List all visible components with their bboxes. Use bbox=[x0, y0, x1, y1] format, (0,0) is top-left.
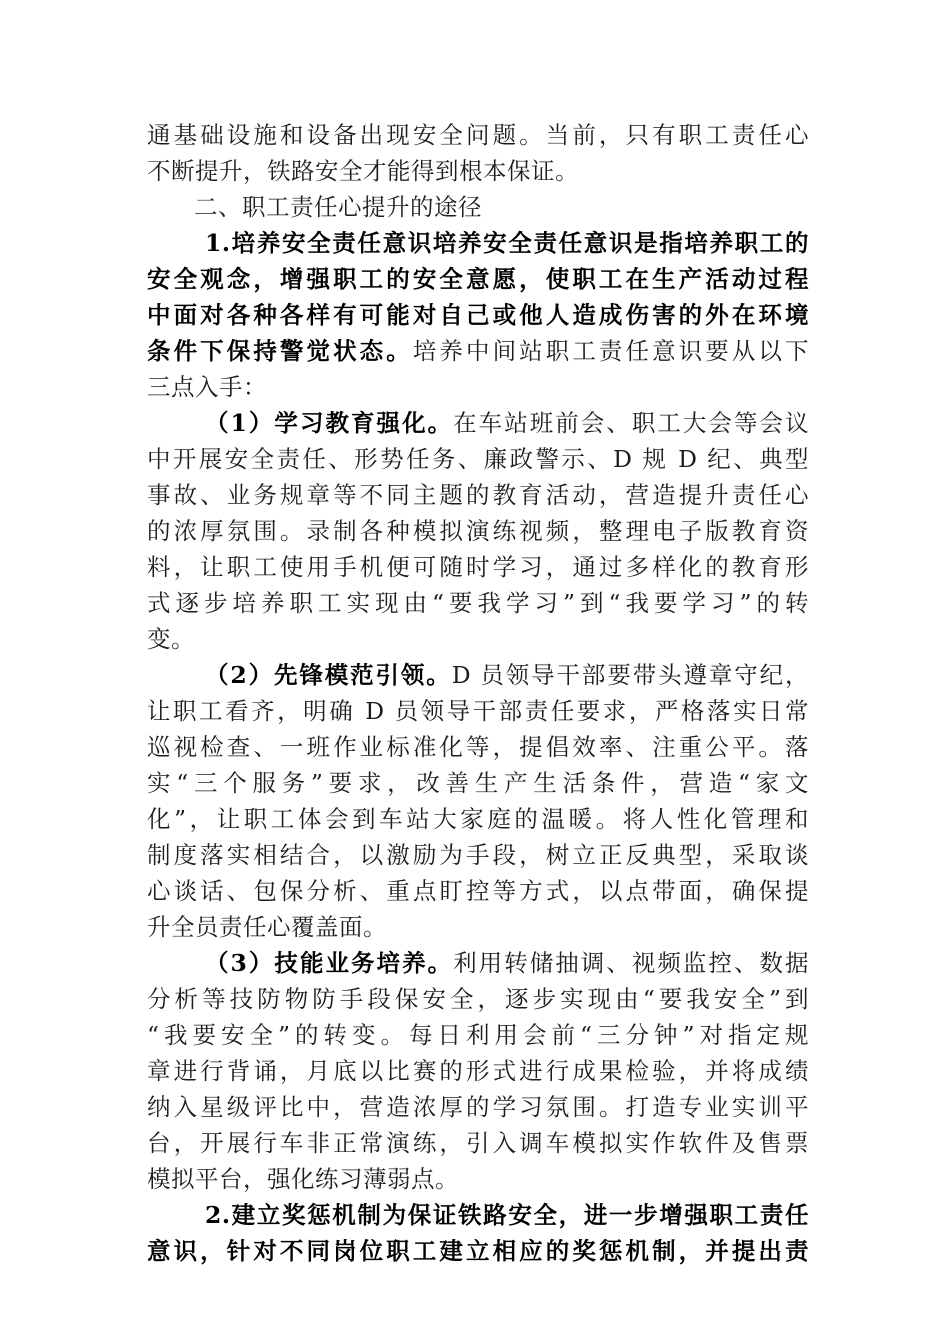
body-text: 在车站班前会、职工大会等会议 bbox=[453, 409, 810, 437]
bold-text: 条件下保持警觉状态。 bbox=[147, 337, 413, 365]
body-text: 模拟平台，强化练习薄弱点。 bbox=[147, 1165, 459, 1193]
bold-text: 中面对各种各样有可能对自己或他人造成伤害的外在环境 bbox=[147, 301, 809, 329]
text-line bbox=[147, 621, 809, 657]
body-text: 料，让职工使用手机便可随时学习，通过多样化的教育形 bbox=[147, 553, 809, 581]
text-line bbox=[147, 801, 809, 837]
body-text: 巡视检查、一班作业标准化等，提倡效率、注重公平。落 bbox=[147, 733, 809, 761]
text-line bbox=[147, 837, 809, 873]
document-body bbox=[147, 117, 809, 1269]
bold-text: 1.培养安全责任意识培养安全责任意识是指培养职工的 bbox=[205, 229, 809, 257]
text-line bbox=[147, 1125, 809, 1161]
text-line bbox=[147, 873, 809, 909]
body-text: 通基础设施和设备出现安全问题。当前，只有职工责任心 bbox=[147, 121, 809, 149]
text-line bbox=[147, 405, 809, 441]
text-line bbox=[147, 513, 809, 549]
text-line bbox=[147, 909, 809, 945]
text-line bbox=[147, 1233, 809, 1269]
text-line bbox=[147, 441, 809, 477]
text-line bbox=[147, 945, 809, 981]
text-line bbox=[147, 477, 809, 513]
body-text: 事故、业务规章等不同主题的教育活动，营造提升责任心 bbox=[147, 481, 809, 509]
bold-text: （1）学习教育强化。 bbox=[205, 409, 454, 437]
body-text: 分析等技防物防手段保安全，逐步实现由“要我安全”到 bbox=[147, 985, 809, 1013]
text-line bbox=[147, 297, 809, 333]
body-text: 式逐步培养职工实现由“要我学习”到“我要学习”的转 bbox=[147, 589, 809, 617]
text-line bbox=[147, 549, 809, 585]
body-text: 升全员责任心覆盖面。 bbox=[147, 913, 387, 941]
text-line bbox=[147, 1017, 809, 1053]
text-line bbox=[147, 1197, 809, 1233]
body-text: 台，开展行车非正常演练，引入调车模拟实作软件及售票 bbox=[147, 1129, 809, 1157]
text-line bbox=[147, 1161, 809, 1197]
text-line bbox=[147, 225, 809, 261]
text-line bbox=[147, 1053, 809, 1089]
bold-text: 2.建立奖惩机制为保证铁路安全，进一步增强职工责任 bbox=[205, 1201, 809, 1229]
body-text: 三点入手： bbox=[147, 373, 267, 401]
text-line bbox=[147, 369, 809, 405]
text-line bbox=[147, 153, 809, 189]
bold-text: 安全观念，增强职工的安全意愿，使职工在生产活动过程 bbox=[147, 265, 809, 293]
body-text: 利用转储抽调、视频监控、数据 bbox=[453, 949, 810, 977]
body-text: 章进行背诵，月底以比赛的形式进行成果检验，并将成绩 bbox=[147, 1057, 809, 1085]
text-line bbox=[147, 261, 809, 297]
body-text: 化”，让职工体会到车站大家庭的温暖。将人性化管理和 bbox=[147, 805, 809, 833]
body-text: 实“三个服务”要求，改善生产生活条件，营造“家文 bbox=[147, 769, 809, 797]
text-line bbox=[147, 765, 809, 801]
body-text: 变。 bbox=[147, 625, 195, 653]
body-text: 让职工看齐，明确 D 员领导干部责任要求，严格落实日常 bbox=[147, 697, 809, 725]
body-text: 纳入星级评比中，营造浓厚的学习氛围。打造专业实训平 bbox=[147, 1093, 809, 1121]
bold-text: （3）技能业务培养。 bbox=[205, 949, 454, 977]
text-line bbox=[147, 333, 809, 369]
bold-text: （2）先锋模范引领。 bbox=[205, 661, 452, 689]
text-line bbox=[147, 693, 809, 729]
text-line bbox=[147, 729, 809, 765]
body-text: 制度落实相结合，以激励为手段，树立正反典型，采取谈 bbox=[147, 841, 809, 869]
text-line bbox=[147, 981, 809, 1017]
body-text: 二、职工责任心提升的途径 bbox=[194, 193, 482, 221]
text-line bbox=[147, 117, 809, 153]
text-line bbox=[147, 657, 809, 693]
bold-text: 意识，针对不同岗位职工建立相应的奖惩机制，并提出责 bbox=[147, 1237, 809, 1265]
text-line bbox=[147, 189, 809, 225]
body-text: “我要安全”的转变。每日利用会前“三分钟”对指定规 bbox=[147, 1021, 809, 1049]
body-text: 中开展安全责任、形势任务、廉政警示、D 规 D 纪、典型 bbox=[147, 445, 809, 473]
text-line bbox=[147, 585, 809, 621]
body-text: 不断提升，铁路安全才能得到根本保证。 bbox=[147, 157, 579, 185]
body-text: 培养中间站职工责任意识要从以下 bbox=[412, 337, 810, 365]
text-line bbox=[147, 1089, 809, 1125]
body-text: 的浓厚氛围。录制各种模拟演练视频，整理电子版教育资 bbox=[147, 517, 809, 545]
body-text: D 员领导干部要带头遵章守纪， bbox=[451, 661, 810, 689]
body-text: 心谈话、包保分析、重点盯控等方式，以点带面，确保提 bbox=[147, 877, 809, 905]
